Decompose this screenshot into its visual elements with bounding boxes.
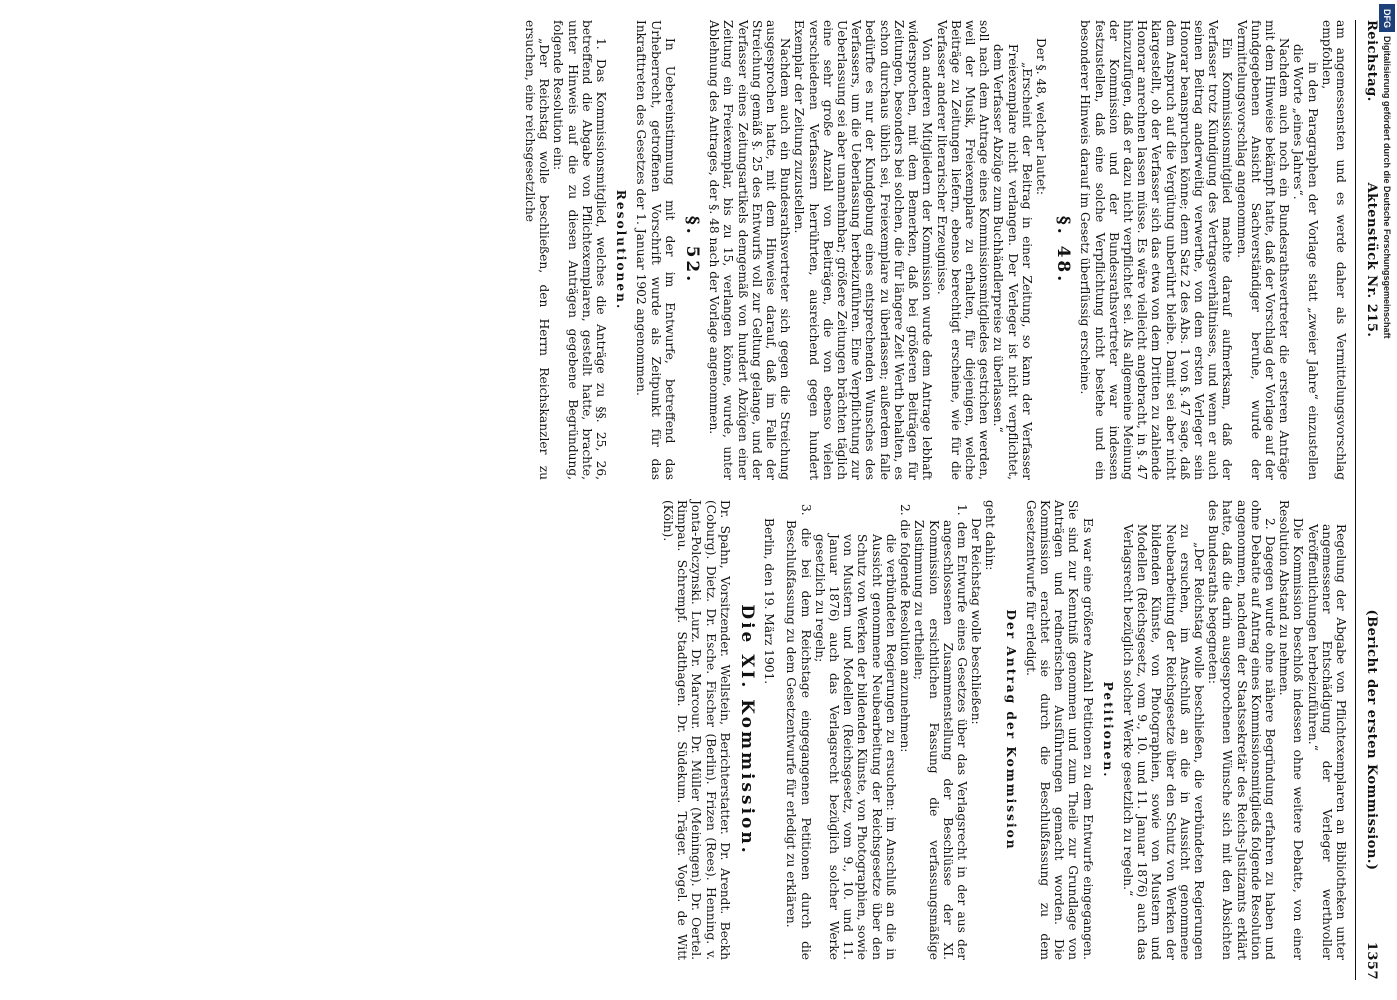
paragraph: 1. Das Kommissionsmitglied, welches die Anträge zu §§. 25, 26, betreffend die Abgabe von Pflichtexemplaren, gestellt hatte, brachte, unter Hinweis auf die zu diesen Anträgen gegebene Begründung, folgende Resolution ein:	[551, 20, 609, 480]
quote: „Erscheint der Beitrag in einer Zeitung, so kann der Verfasser Freiexemplare nicht verlangen. Der Verleger ist nicht verpflichtet, dem Verfasser Abzüge zum Buchhändlerpreise zu überlassen.“	[991, 44, 1034, 480]
paragraph: Der §. 48, welcher lautet:	[1033, 38, 1048, 196]
paragraph: am angemessensten und es werde daher als Vermittelungsvorschlag empfohlen,	[1319, 20, 1348, 480]
paragraph: „Der Reichstag wolle beschließen, den Herrn Reichskanzler zu ersuchen, eine reichsgesetzliche	[523, 20, 552, 480]
header-document-number: Aktenstück Nr. 215.	[1364, 182, 1379, 338]
section-heading-52: §. 52.	[682, 215, 703, 285]
petitions-heading: Petitionen.	[1100, 681, 1115, 779]
quote: „Der Reichstag wolle beschließen, die verbündeten Regierungen zu ersuchen, im Anschluß an die in Aussicht genommene Neubearbeitung der Reichsgesetze über den Schutz von Werken der bildenden Künste, von Photographien, sowie von Mustern und Modellen (Reichsgesetz, vom 9., 10. und 11. Januar 1876) auch das Verlagsrecht bezüglich solcher Werke gesetzlich zu regeln.“	[1120, 524, 1206, 960]
paragraph: in den Paragraphen der Vorlage statt „zweier Jahre“ einzustellen die Worte „eines Jahres“.	[1291, 44, 1320, 480]
date-line: Berlin, den 19. März 1901.	[762, 518, 777, 685]
document-page	[86, 0, 1386, 1000]
paragraph: Von anderen Mitgliedern der Kommission wurde dem Antrage lebhaft widersprochen, mit dem Bemerken, daß bei größeren Beiträgen für Zeitungen, besonders bei solchen, die für längere Zeit Werth behalten, es schon durchaus üblich sei, Freiexemplare zu überlassen; außerdem falle bedürfte es nur der Kundgebung eines entsprechenden Wunsches des Verfassers, um die Ueberlassung herbeizuführen. Eine Verpflichtung zur Ueberlassung sei aber unannehmbar; größere Zeitungen brächten täglich eine sehr große Anzahl von Beiträgen, die von ebenso vielen verschiedenen Verfassern herrührten, ausreichend gegen hundert Exemplar der Zeitung zuzustellen.	[792, 20, 935, 480]
dfg-stamp	[1379, 4, 1395, 994]
paragraph: 2. Dagegen wurde ohne nähere Begründung erfahren zu haben und ohne Debatte auf Antrag eines Kommissionsmitglieds folgende Resolution angenommen, nachdem der Staatssekretär des Reichs-Justizamts erklärt hatte, daß die darin ausgesprochenen Wünsche sich mit den Absichten des Bundesraths begegneten:	[1206, 500, 1277, 960]
list-item-body: die verbündeten Regierungen zu ersuchen: im Anschluß an die in Aussicht genommene Neubearbeitung der Reichsgesetze über den Schutz von Werken der bildenden Künste, von Photographien, sowie von Mustern und Modellen (Reichsgesetz, vom 9., 10. und 11. Januar 1876) auch das Verlagsrecht bezüglich solcher Werke gesetzlich zu regeln;	[812, 534, 898, 960]
dfg-funding-note: Digitalisierung gefördert durch die Deutsche Forschungsgemeinschaft	[1382, 36, 1392, 339]
header-page-number: 1357	[1364, 941, 1379, 980]
list-item: 2. die folgende Resolution anzunehmen:	[898, 504, 913, 753]
paragraph: Es war eine größere Anzahl Petitionen zu dem Entwurfe eingegangen. Sie sind zur Kenntniß genommen und zum Theile zur Grundlage von Anträgen und rednerischen Ausführungen gemacht worden. Die Kommission erachtet sie durch die Beschlußfassung zu dem Gesetzentwurfe für erledigt.	[1023, 500, 1095, 960]
resolutions-heading: Resolutionen.	[614, 189, 629, 311]
paragraph: Die Kommission beschloß indessen ohne weitere Debatte, von einer Resolution Abstand zu nehmen.	[1277, 500, 1306, 960]
paragraph: Regelung der Abgabe von Pflichtexemplaren an Bibliotheken unter angemessener Entschädigung der Verleger werthvoller Veröffentlichungen herbeizuführen.“	[1305, 524, 1348, 960]
header-left: Reichstag.	[1364, 20, 1379, 102]
paragraph: Nachdem auch ein Bundesrathsvertreter sich gegen die Streichung ausgesprochen hatte, mit dem Hinweise darauf, daß im Falle der Streichung gemäß §. 25 des Entwurfs voll zur Geltung gelange, und der Verfasser eines Zeitungsartikels demgemäß von hundert Abzügen einer Zeitung ein Freiexemplar, bis zu 15, verlangen könne, wurde, unter Ablehnung des Antrages, der §. 48 nach der Vorlage angenommen.	[707, 20, 793, 480]
motion-heading: Der Antrag der Kommission	[1003, 609, 1018, 851]
right-column	[661, 500, 1348, 960]
paragraph: soll nach dem Antrage eines Kommissionsmitgliedes gestrichen werden, weil der Musik, Freiexemplare zu erhalten, für diejenigen, welche Beiträge zu Zeitungen liefern, ebenso berechtigt erscheine, wie für die Verfasser anderer literarischer Erzeugnisse.	[934, 20, 992, 480]
commission-heading: Die XI. Kommission.	[737, 604, 758, 856]
left-column	[523, 20, 1348, 480]
header-report-title: (Bericht der ersten Kommission.)	[1364, 609, 1379, 871]
dfg-logo: DFG	[1379, 4, 1395, 32]
paragraph: Ein Kommissionsmitglied machte darauf aufmerksam, daß der Verfasser trotz Kündigung des Vertragsverhältnisses, und wenn er auch seinen Beitrag anderweitig verwerthe, von dem ersten Verleger sein Honorar beanspruchen könne; denn Satz 2 des Abs. 1 von §. 47 sage, daß dem Anspruch auf die Vergütung unberührt bleibe. Damit sei aber nicht klargestellt, ob der Verfasser sich das etwa von dem Dritten zu zahlende Honorar anrechnen lassen müsse. Es wäre vielleicht angebracht, in §. 47 hinzuzufügen, daß er dazu nicht verpflichtet sei. Als allgemeine Meinung der Kommission und der Bundesrathsvertreter war indessen festzustellen, daß eine solche Verpflichtung nicht bestehe und ein besonderer Hinweis darauf im Gesetz überflüssig erscheine.	[1078, 20, 1235, 480]
paragraph: In Uebereinstimmung mit der im Entwurfe, betreffend das Urheberrecht, getroffenen Vorschrift wurde als Zeitpunkt für das Inkrafttreten des Gesetzes der 1. Januar 1902 angenommen.	[634, 20, 677, 480]
section-heading-48: §. 48.	[1053, 215, 1074, 285]
paragraph: geht dahin:	[983, 500, 998, 571]
list-item: 3. die bei dem Reichstage eingegangenen Petitionen durch die Beschlußfassung zu dem Gesetzentwurfe für erledigt zu erklären.	[784, 504, 813, 960]
signatures: Dr. Spahn, Vorsitzender. Wellstein, Berichterstatter. Dr. Arendt. Beckh (Coburg). Dietz. Dr. Esche. Fischer (Berlin). Frizen (Rees). Henning. v. Jonta-Polczynski. Lurz. Dr. Marcour. Dr. Müller (Meiningen). Dr. Oertel. Rimpau. Schrempf. Stadthagen. Dr. Südekum. Träger. Vogel. de Witt (Köln).	[661, 500, 732, 960]
paragraph: Nachdem auch noch ein Bundesrathsvertreter die ersteren Anträge mit dem Hinweise bekämpft hatte, daß der Vorschlag der Vorlage auf der fundgegebenen Ansicht Sachverständiger beruhe, wurde der Vermittelungsvorschlag angenommen.	[1234, 20, 1292, 480]
paragraph: Der Reichstag wolle beschließen:	[969, 518, 984, 725]
list-item: 1. dem Entwurfe eines Gesetzes über das Verlagsrecht in der aus der angeschlossenen Zusammenstellung der Beschlüsse der XI. Kommission ersichtlichen Fassung die verfassungsmäßige Zustimmung zu ertheilen;	[912, 504, 969, 960]
